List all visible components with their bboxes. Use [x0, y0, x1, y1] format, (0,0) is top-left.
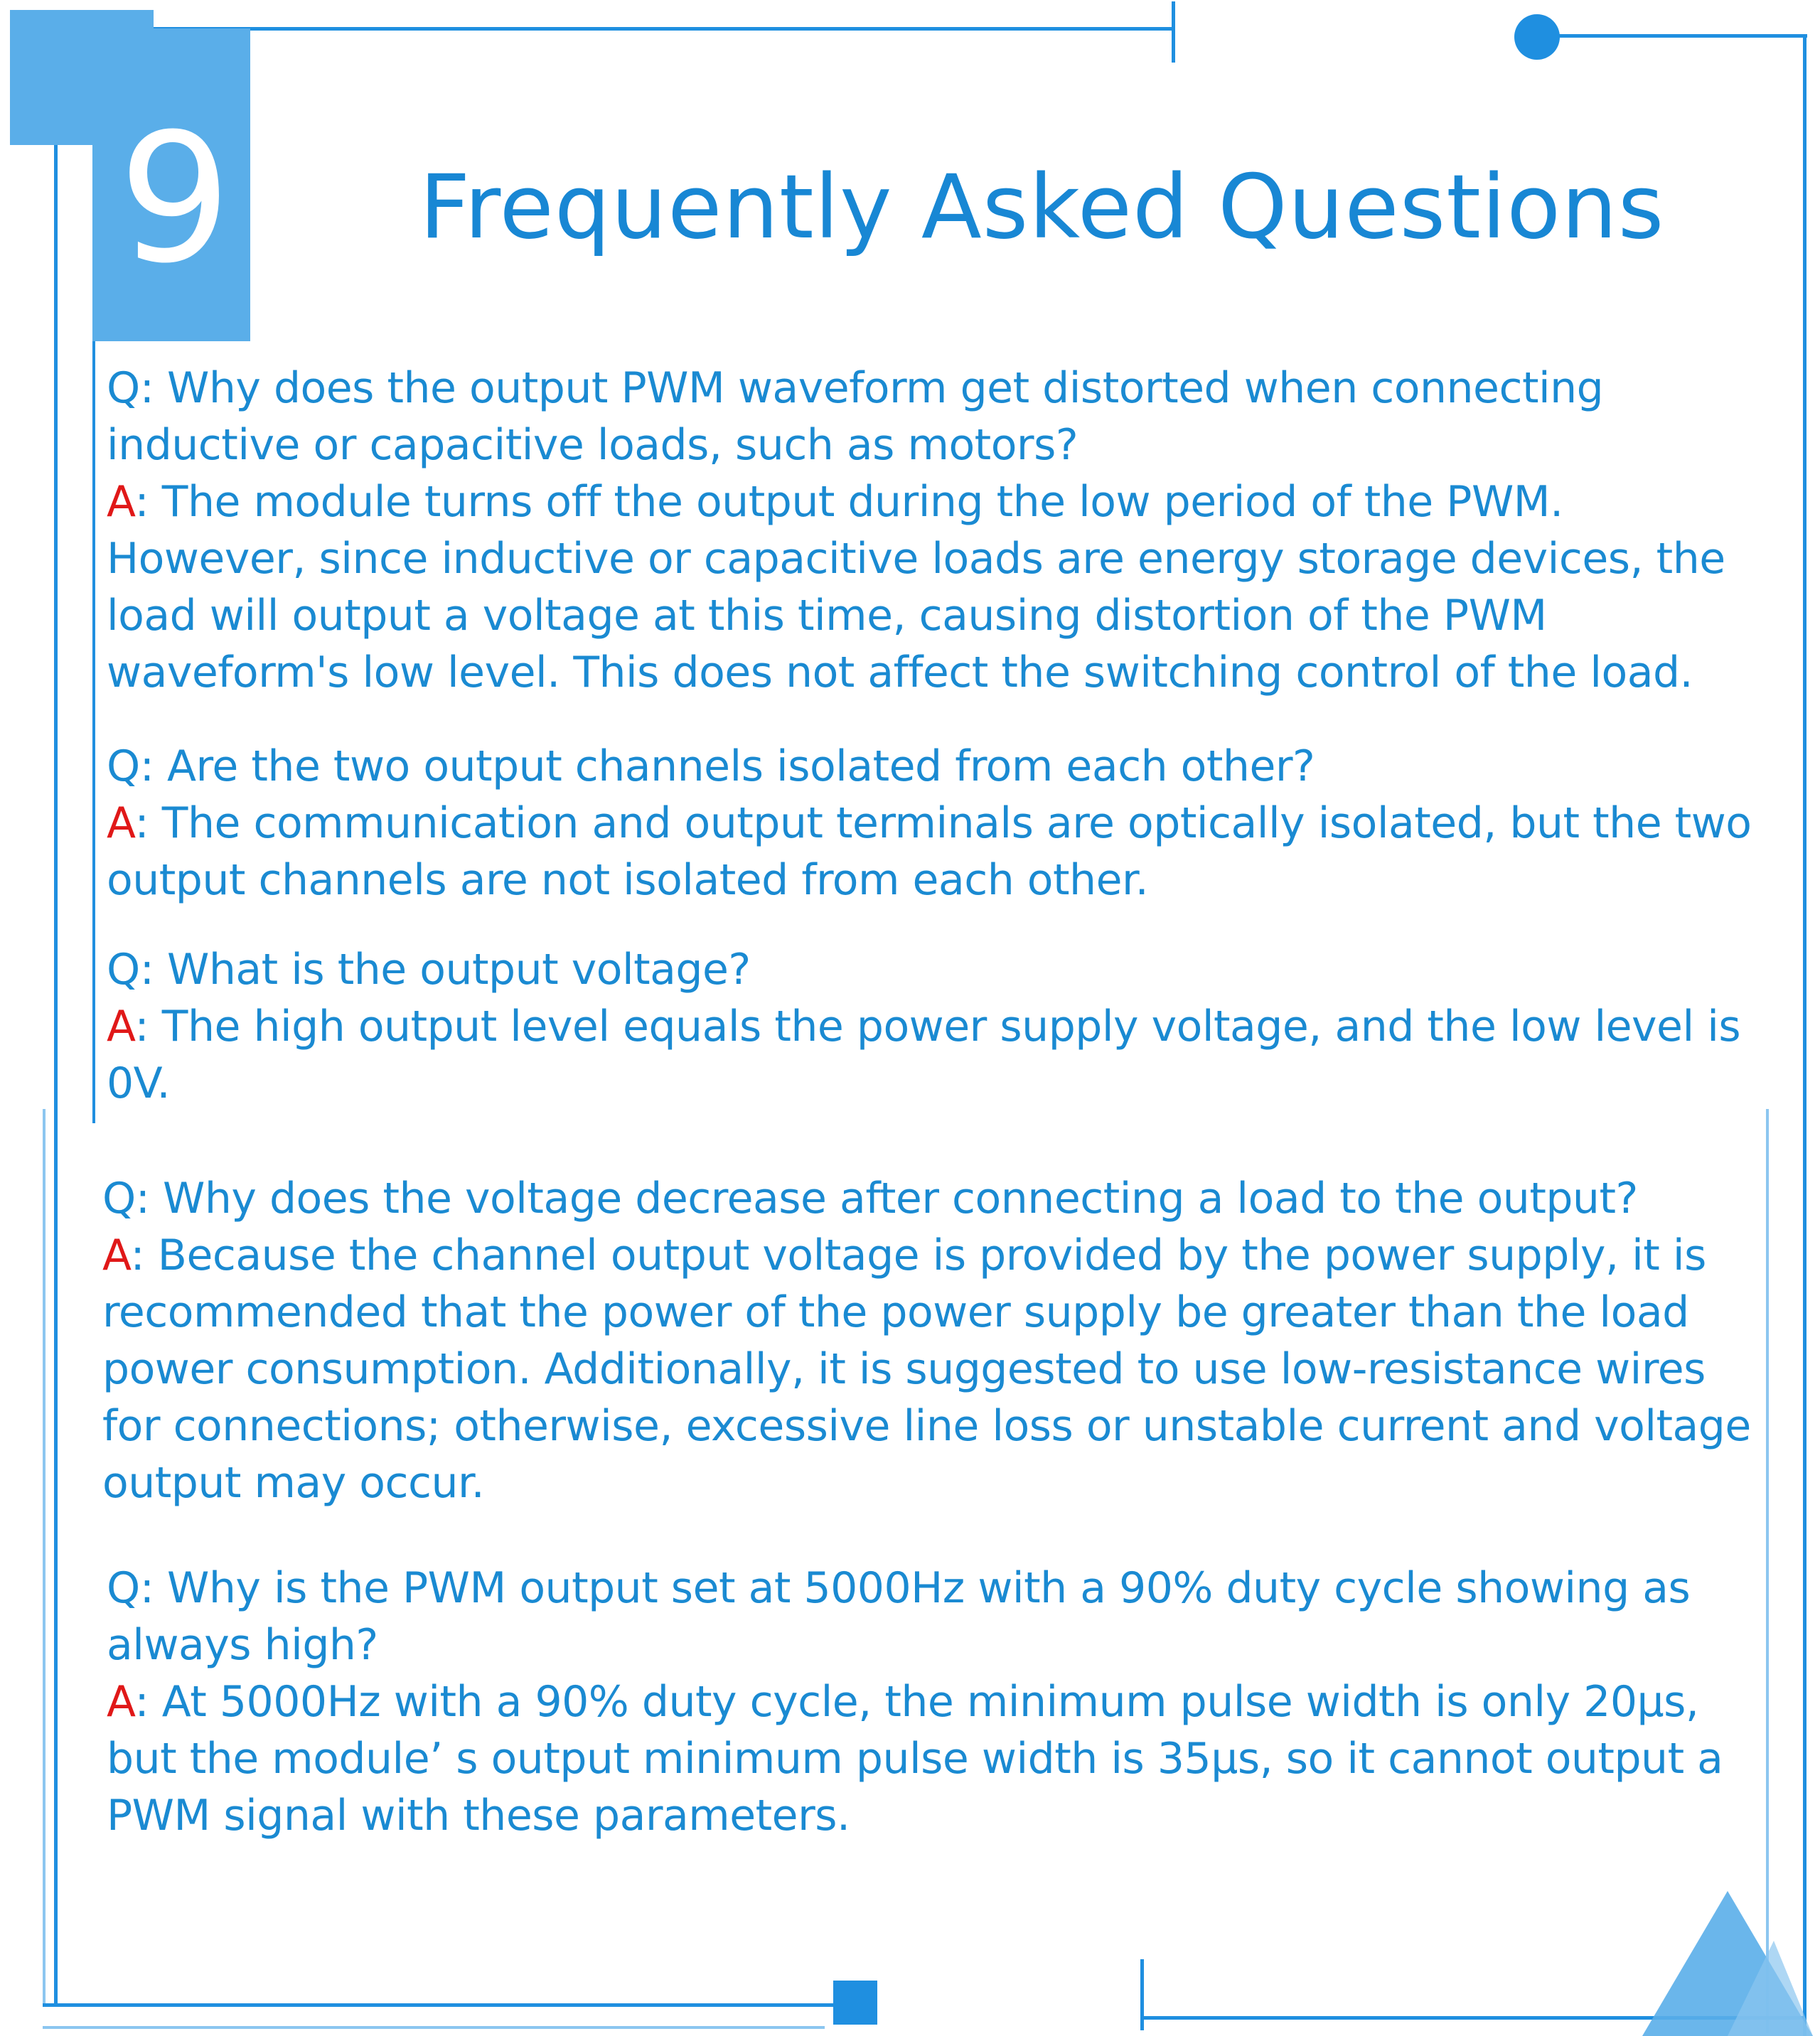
corner-triangle-decoration	[1642, 1891, 1813, 2036]
faq-answer	[102, 1227, 1759, 1511]
frame-bottom-left-line	[43, 2003, 874, 2007]
section-number: 9	[118, 95, 232, 302]
section-number-block	[92, 28, 250, 341]
faq-answer	[107, 1673, 1763, 1844]
faq-item-5	[107, 1560, 1763, 1844]
faq-item-1	[107, 360, 1763, 701]
answer-prefix: A	[107, 1677, 135, 1727]
faq-answer	[107, 795, 1763, 909]
faq-answer-text: : The module turns off the output during the low period of the PWM. However, since inductive or capacitive loads are energy storage devices, the load will output a voltage at this time, causing distortion of the PWM waveform's low level. This does not affect the switching control of the load.	[107, 477, 1725, 697]
page-title: Frequently Asked Questions	[419, 156, 1665, 259]
frame-corner-dot	[1514, 14, 1560, 60]
frame-top-right-line	[1537, 34, 1807, 38]
faq-item-4	[102, 1170, 1759, 1511]
faq-question: Q: Why does the output PWM waveform get distorted when connecting inductive or capacitive loads, such as motors?	[107, 363, 1604, 470]
answer-prefix: A	[107, 1002, 135, 1051]
frame-left-inner-line	[92, 341, 95, 1123]
faq-question: Q: Why does the voltage decrease after connecting a load to the output?	[102, 1174, 1638, 1223]
frame-top-tick	[1172, 1, 1175, 63]
faq-answer	[107, 998, 1763, 1112]
faq-question: Q: Are the two output channels isolated from each other?	[107, 741, 1315, 791]
frame-right-line	[1803, 34, 1806, 2036]
frame-left-lower-line	[43, 1109, 46, 2005]
faq-answer	[107, 473, 1763, 701]
faq-answer-text: : The high output level equals the power supply voltage, and the low level is 0V.	[107, 1002, 1741, 1108]
faq-answer-text: : At 5000Hz with a 90% duty cycle, the minimum pulse width is only 20μs, but the module’ s output minimum pulse width is 35μs, so it cannot output a PWM signal with these parameters.	[107, 1677, 1723, 1841]
frame-bottom-square	[833, 1981, 877, 2025]
faq-answer-text: : The communication and output terminals are optically isolated, but the two output channels are not isolated from each other.	[107, 798, 1752, 905]
answer-prefix: A	[107, 798, 135, 848]
frame-bottom-left-faint-line	[43, 2026, 825, 2029]
faq-item-2	[107, 738, 1763, 909]
answer-prefix: A	[107, 477, 135, 527]
faq-question: Q: Why is the PWM output set at 5000Hz with a 90% duty cycle showing as always high?	[107, 1563, 1691, 1670]
faq-question: Q: What is the output voltage?	[107, 945, 751, 995]
frame-left-outer-line	[54, 27, 58, 2006]
faq-answer-text: : Because the channel output voltage is provided by the power supply, it is recommended that the power of the power supply be greater than the load power consumption. Additionally, it is suggested to use low-resistance wires for connections; otherwise, excessive line loss or unstable current and voltage output may occur.	[102, 1231, 1751, 1508]
faq-item-3	[107, 941, 1763, 1112]
answer-prefix: A	[102, 1231, 131, 1280]
frame-bottom-right-tick	[1140, 1959, 1144, 2030]
